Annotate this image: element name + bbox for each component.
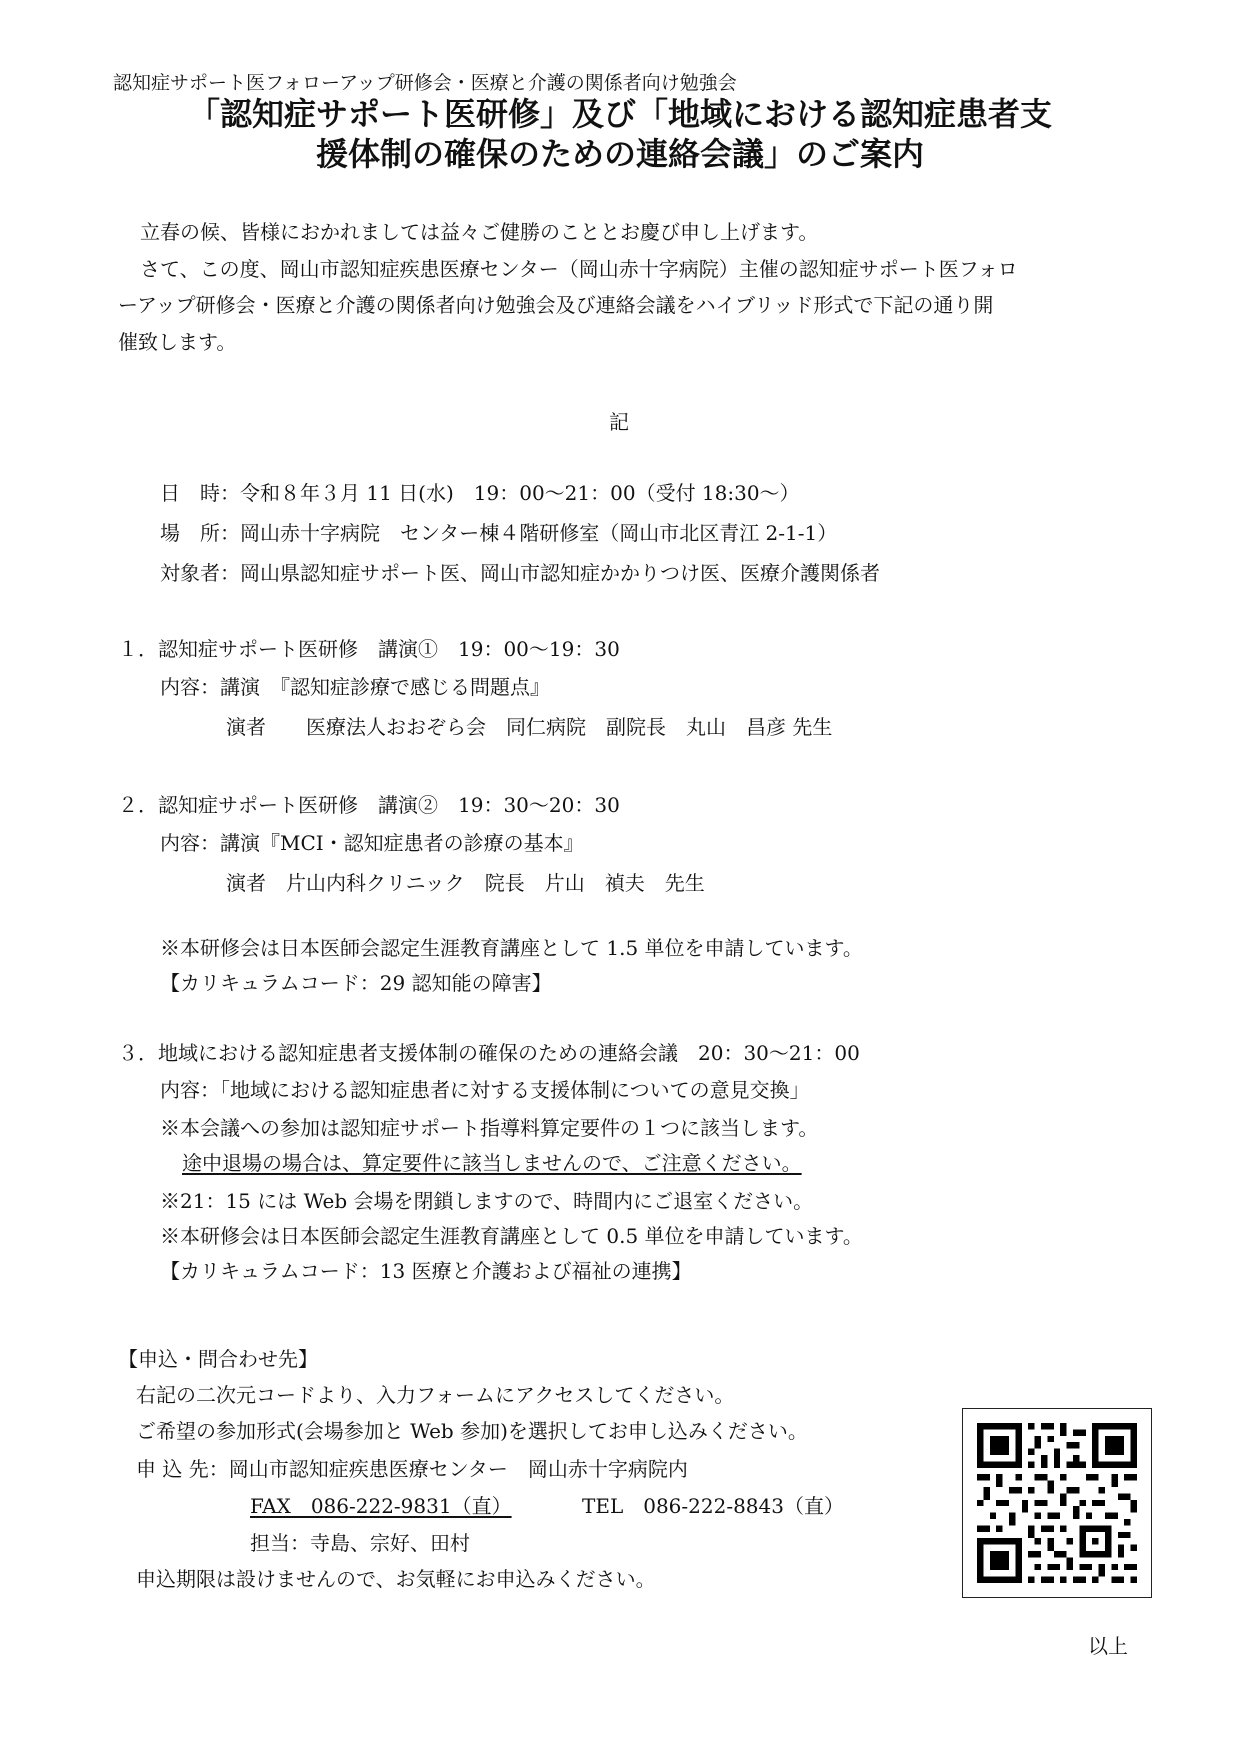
section3-curriculum: 【カリキュラムコード：13 医療と介護および福祉の連携】 bbox=[160, 1259, 692, 1283]
detail-target: 対象者：岡山県認知症サポート医、岡山市認知症かかりつけ医、医療介護関係者 bbox=[160, 561, 880, 585]
section1-speaker: 演者 医療法人おおぞら会 同仁病院 副院長 丸山 昌彦 先生 bbox=[226, 715, 833, 739]
detail-place: 場 所：岡山赤十字病院 センター棟４階研修室（岡山市北区青江 2-1-1） bbox=[160, 521, 838, 545]
detail-datetime: 日 時：令和８年３月 11 日(水) 19：00～21：00（受付 18:30～） bbox=[160, 481, 800, 505]
apply-heading: 【申込・問合わせ先】 bbox=[118, 1347, 318, 1371]
apply-tel: TEL 086-222-8843（直） bbox=[582, 1494, 844, 1518]
apply-line3: 申 込 先：岡山市認知症疾患医療センター 岡山赤十字病院内 bbox=[136, 1457, 688, 1481]
ki-heading: 記 bbox=[609, 410, 629, 434]
section1-content: 内容：講演 『認知症診療で感じる問題点』 bbox=[160, 675, 550, 699]
apply-fax: FAX 086-222-9831（直） bbox=[250, 1494, 512, 1518]
intro-line3: ーアップ研修会・医療と介護の関係者向け勉強会及び連絡会議をハイブリッド形式で下記の通り開 bbox=[118, 293, 994, 317]
apply-line1: 右記の二次元コードより、入力フォームにアクセスしてください。 bbox=[136, 1383, 735, 1407]
document-title-line2: 援体制の確保のための連絡会議」のご案内 bbox=[315, 135, 924, 173]
closing-remark: 以上 bbox=[1088, 1634, 1128, 1658]
apply-staff: 担当：寺島、宗好、田村 bbox=[250, 1531, 470, 1555]
section1-heading: １．認知症サポート医研修 講演① 19：00～19：30 bbox=[118, 637, 620, 661]
section3-content: 内容：「地域における認知症患者に対する支援体制についての意見交換」 bbox=[160, 1078, 810, 1102]
intro-line4: 催致します。 bbox=[118, 330, 237, 354]
section3-heading: ３．地域における認知症患者支援体制の確保のための連絡会議 20：30～21：00 bbox=[118, 1041, 860, 1065]
apply-deadline: 申込期限は設けませんので、お気軽にお申込みください。 bbox=[136, 1567, 656, 1591]
qr-code-icon bbox=[977, 1423, 1137, 1583]
document-title-line1: 「認知症サポート医研修」及び「地域における認知症患者支 bbox=[187, 95, 1052, 133]
section3-note3: ※21：15 には Web 会場を閉鎖しますので、時間内にご退室ください。 bbox=[160, 1189, 814, 1213]
intro-line1: 立春の候、皆様におかれましては益々ご健勝のこととお慶び申し上げます。 bbox=[140, 220, 819, 244]
section3-note1: ※本会議への参加は認知症サポート指導料算定要件の１つに該当します。 bbox=[160, 1116, 819, 1140]
section2-speaker: 演者 片山内科クリニック 院長 片山 禎夫 先生 bbox=[226, 871, 705, 895]
apply-line2: ご希望の参加形式(会場参加と Web 参加)を選択してお申し込みください。 bbox=[136, 1419, 808, 1443]
section2-content: 内容：講演『MCI・認知症患者の診療の基本』 bbox=[160, 831, 584, 855]
document-subtitle: 認知症サポート医フォローアップ研修会・医療と介護の関係者向け勉強会 bbox=[113, 72, 737, 94]
section3-note2: 途中退場の場合は、算定要件に該当しませんので、ご注意ください。 bbox=[182, 1151, 802, 1175]
section2-curriculum: 【カリキュラムコード：29 認知能の障害】 bbox=[160, 971, 552, 995]
section2-heading: ２．認知症サポート医研修 講演② 19：30～20：30 bbox=[118, 793, 620, 817]
qr-code[interactable] bbox=[962, 1408, 1152, 1598]
section3-note4: ※本研修会は日本医師会認定生涯教育講座として 0.5 単位を申請しています。 bbox=[160, 1224, 863, 1248]
section2-note: ※本研修会は日本医師会認定生涯教育講座として 1.5 単位を申請しています。 bbox=[160, 936, 863, 960]
intro-line2: さて、この度、岡山市認知症疾患医療センター（岡山赤十字病院）主催の認知症サポート医フォロ bbox=[140, 257, 1018, 281]
